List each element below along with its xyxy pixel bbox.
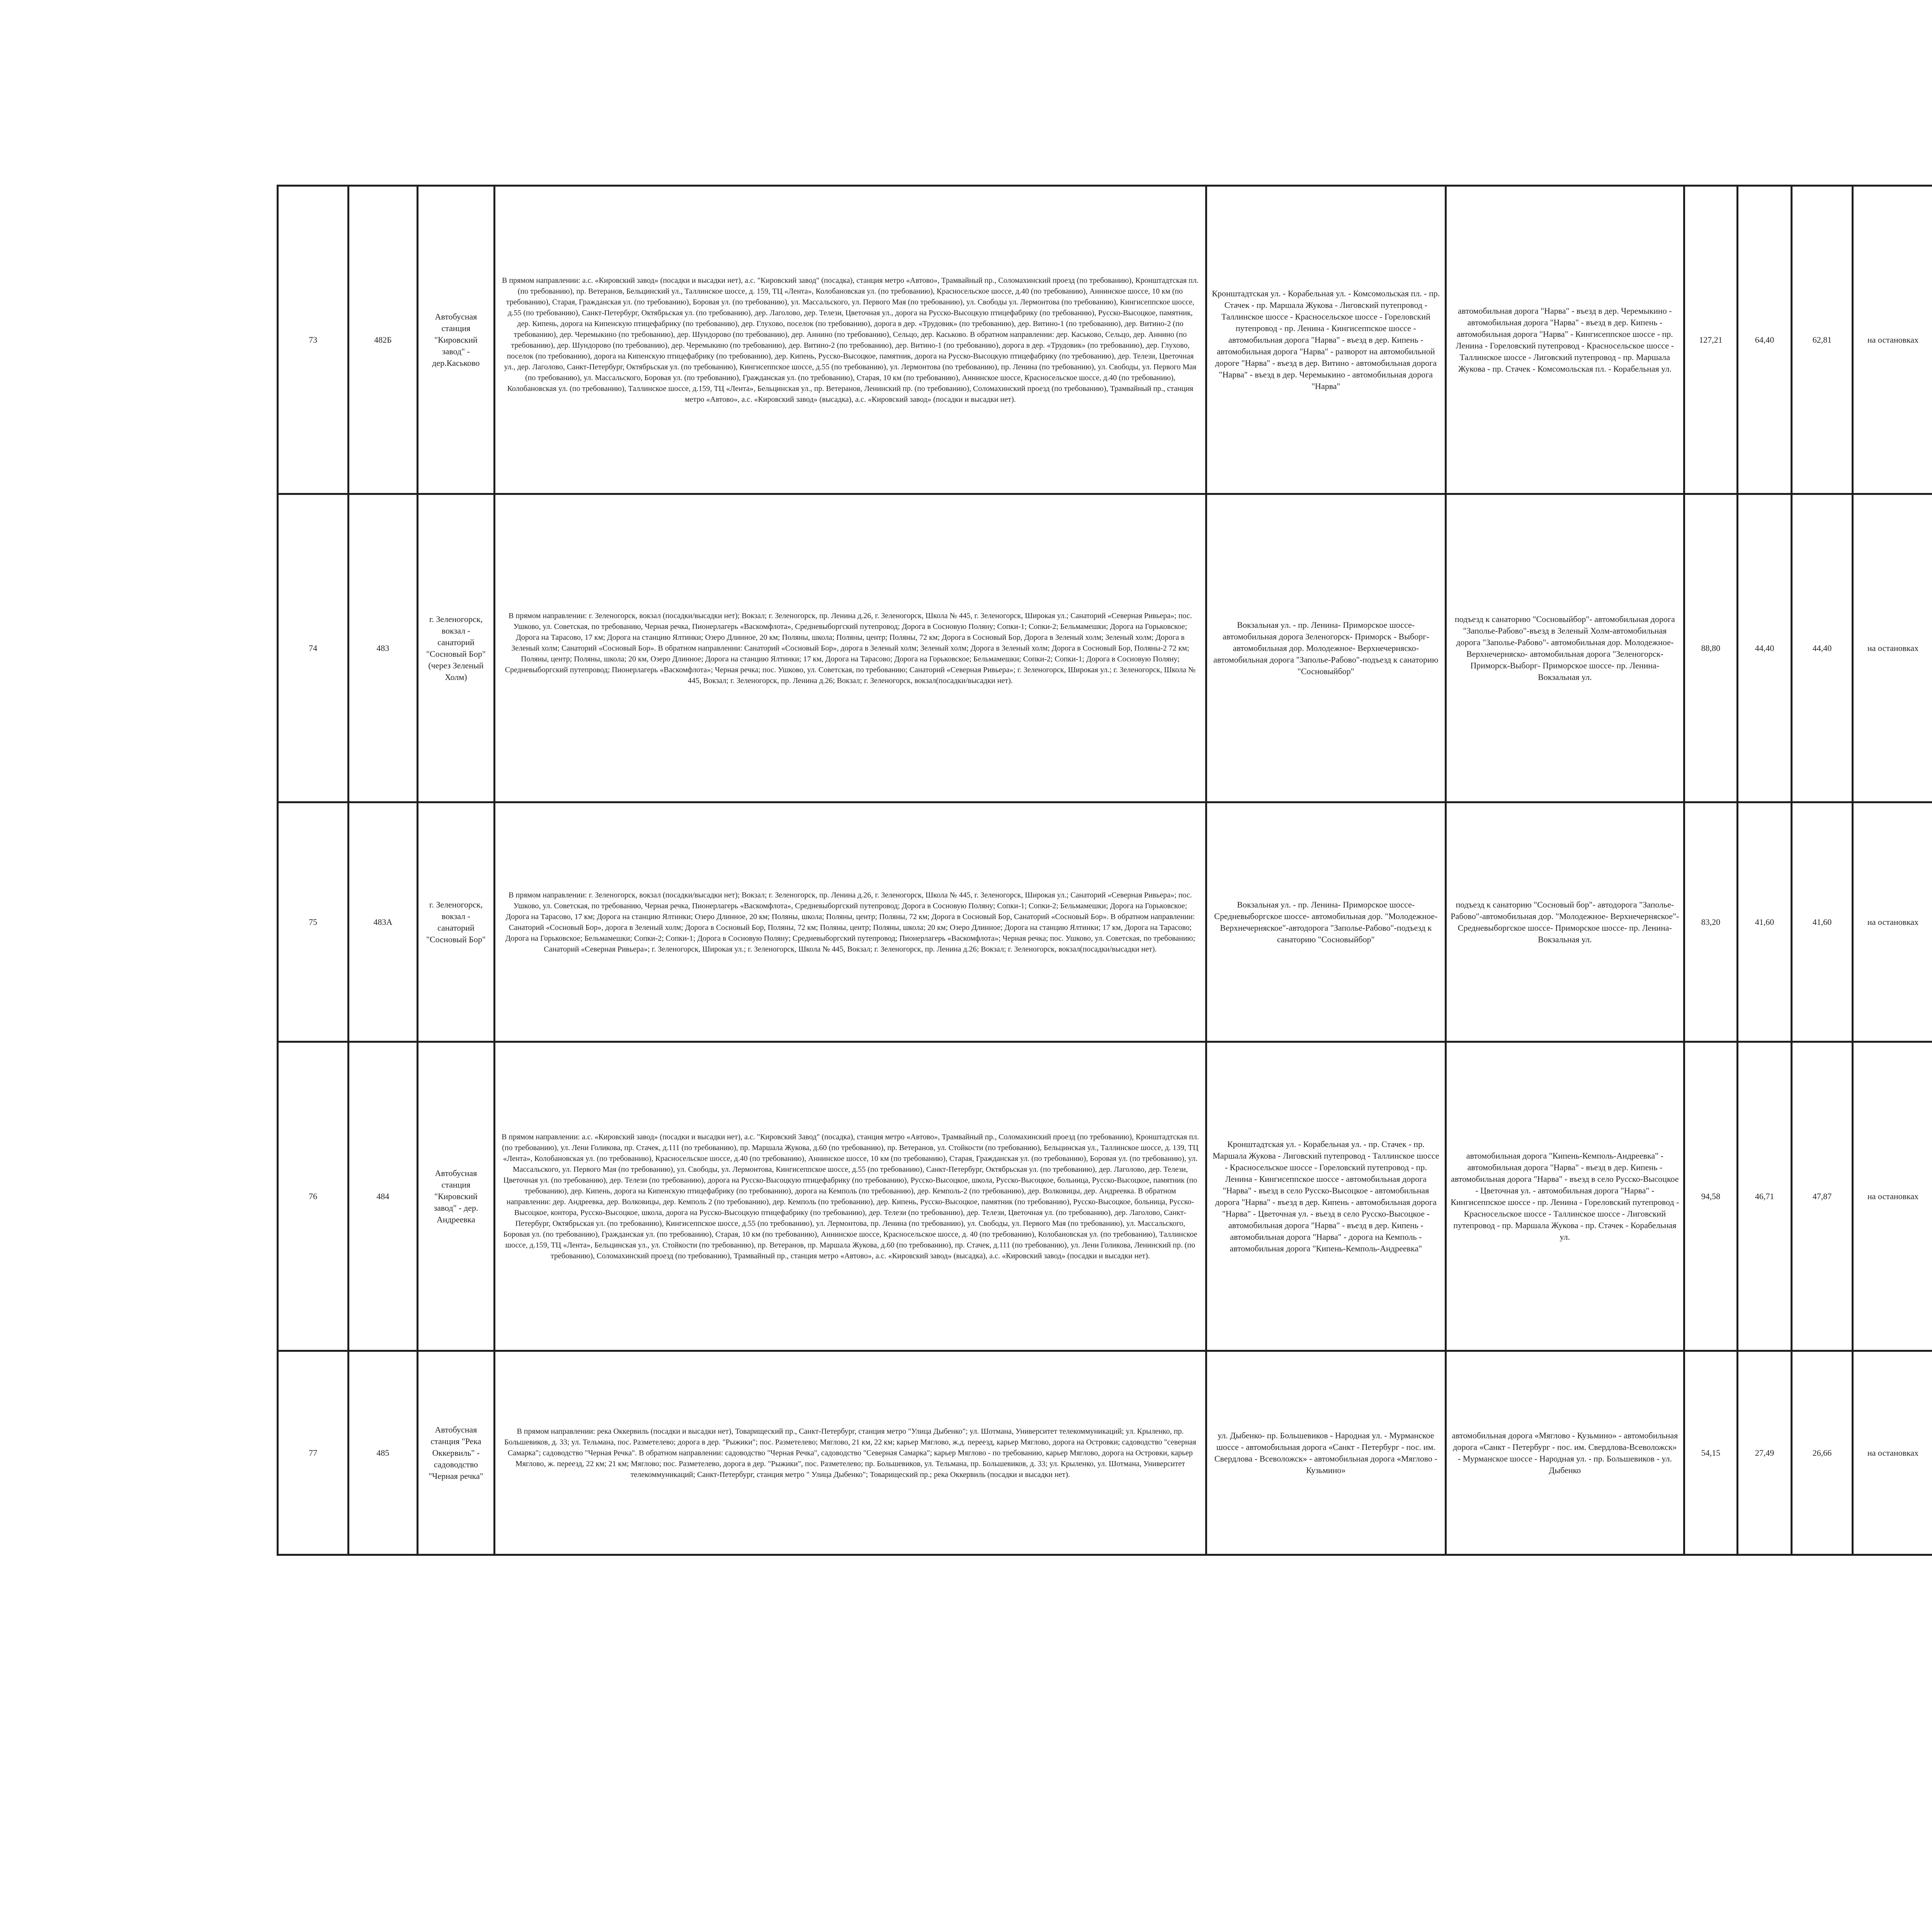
row-number: 73 xyxy=(278,186,349,494)
length-back: 41,60 xyxy=(1792,802,1853,1042)
length-total: 88,80 xyxy=(1684,494,1737,802)
stop-procedure: на остановках xyxy=(1852,186,1932,494)
length-back: 47,87 xyxy=(1792,1042,1853,1351)
stop-procedure: на остановках xyxy=(1852,494,1932,802)
streets-forward: Кронштадтская ул. - Корабельная ул. - Комсомольская пл. - пр. Стачек - пр. Маршала Жукова - Лиговский путепровод - Таллинское шоссе - Красносельское шоссе - Гореловский путепровод - пр. Ленина - Кингисеппское шоссе - автомобильная дорога "Нарва" - въезд в дер. Кипень - автомобильная дорога "Нарва" - разворот на автомобильной дороге "Нарва" - въезд в дер. Витино - автомобильная дорога "Нарва" - въезд в дер. Черемыкино - автомобильная дорога "Нарва" xyxy=(1206,186,1446,494)
length-forward: 44,40 xyxy=(1738,494,1792,802)
routes-table xyxy=(277,185,1932,1556)
stops-sequence: В прямом направлении: г. Зеленогорск, вокзал (посадки/высадки нет); Вокзал; г. Зеленогорск, пр. Ленина д.26, г. Зеленогорск, Школа № 445, г. Зеленогорск, Широкая ул.; Санаторий «Северная Ривьера»; пос. Ушково, ул. Советская, по требованию, Черная речка, Пионерлагерь «Васкомфлота», Средневыборгский путепровод; Дорога в Сосновую Поляну; Сопки-1; Сопки-2; Бельмамешки; Дорога на Горьковское; Дорога на Тарасово, 17 км; Дорога на станцию Ялтинки; Озеро Длинное, 20 км; Поляны, школа; Поляны, центр; Поляны, 72 км; Дорога в Сосновый Бор, Санаторий «Сосновый Бор». В обратном направлении: Санаторий «Сосновый Бор», дорога в Зеленый холм; Дорога в Сосновый Бор, Поляны, 72 км; Поляны, центр; Поляны, школа; 20 км; Озеро Длинное; Дорога на станцию Ялтинки; 17 км, Дорога на Тарасово; Дорога на Горьковское; Бельмамешки; Сопки-2; Сопки-1; Дорога в Сосновую Поляну; Средневыборгский путепровод; Пионерлагерь «Васкомфлота»; Черная речка; пос. Ушково, ул. Советская, по требованию; Санаторий «Северная Ривьера»; г. Зеленогорск, Широкая ул.; г. Зеленогорск, Школа № 445, Вокзал; г. Зеленогорск, пр. Ленина д.26; Вокзал; г. Зеленогорск, вокзал(посадки/высадки нет). xyxy=(495,802,1206,1042)
length-forward: 64,40 xyxy=(1738,186,1792,494)
length-back: 44,40 xyxy=(1792,494,1853,802)
route-number: 483А xyxy=(348,802,417,1042)
row-number: 77 xyxy=(278,1351,349,1555)
length-back: 62,81 xyxy=(1792,186,1853,494)
stops-sequence: В прямом направлении: г. Зеленогорск, вокзал (посадки/высадки нет); Вокзал; г. Зеленогорск, пр. Ленина д.26, г. Зеленогорск, Школа № 445, г. Зеленогорск, Широкая ул.; Санаторий «Северная Ривьера»; пос. Ушково, ул. Советская, по требованию, Черная речка, Пионерлагерь «Васкомфлота», Средневыборгский путепровод; Дорога в Сосновую Поляну; Сопки-1; Сопки-2; Бельмамешки; Дорога на Горьковское; Дорога на Тарасово, 17 км; Дорога на станцию Ялтинки; Озеро Длинное, 20 км; Поляны, школа; Поляны, центр; Поляны, 72 км; Дорога в Сосновый Бор, Дорога в Зеленый холм; Зеленый холм; Дорога в Зеленый холм; Санаторий «Сосновый Бор». В обратном направлении: Санаторий «Сосновый Бор», дорога в Зеленый холм; Зеленый холм; Дорога в Зеленый холм; Дорога в Сосновый Бор, Поляны-2 72 км; Поляны, центр; Поляны, школа; 20 км, Озеро Длинное; Дорога на станцию Ялтинки; 17 км, Дорога на Тарасово; Дорога на Горьковское; Бельмамешки; Сопки-2; Сопки-1; Дорога в Сосновую Поляну; Средневыборгский путепровод; Пионерлагерь «Васкомфлота»; Черная речка; пос. Ушково, ул. Советская, по требованию; Санаторий «Северная Ривьера»; г. Зеленогорск, Широкая ул.; г. Зеленогорск, Школа № 445, Вокзал; г. Зеленогорск, пр. Ленина д.26; Вокзал; г. Зеленогорск, вокзал(посадки/высадки нет). xyxy=(495,494,1206,802)
streets-back: подъезд к санаторию "Сосновый бор"- автодорога "Заполье-Рабово"-автомобильная дор. "Молодежное- Верхнечерняское"- Средневыборгское шоссе- Приморское шоссе- пр. Ленина- Вокзальная ул. xyxy=(1446,802,1684,1042)
streets-back: автомобильная дорога "Кипень-Кемполь-Андреевка" - автомобильная дорога "Нарва" - въезд в дер. Кипень - автомобильная дорога "Нарва" - въезд в село Русско-Высоцкое - Цветочная ул. - автомобильная дорога "Нарва" - Кингисеппское шоссе - пр. Ленина - Гореловский путепровод - Красносельское шоссе - Таллинское шоссе - Лиговский путепровод - пр. Маршала Жукова - пр. Стачек - Корабельная ул. xyxy=(1446,1042,1684,1351)
route-number: 482Б xyxy=(348,186,417,494)
route-number: 485 xyxy=(348,1351,417,1555)
row-number: 74 xyxy=(278,494,349,802)
length-forward: 46,71 xyxy=(1738,1042,1792,1351)
row-number: 76 xyxy=(278,1042,349,1351)
stop-procedure: на остановках xyxy=(1852,802,1932,1042)
stops-sequence: В прямом направлении: а.с. «Кировский завод» (посадки и высадки нет), а.с. "Кировский завод" (посадка), станция метро «Автово», Трамвайный пр., Соломахинский проезд (по требованию), Кронштадтская пл. (по требованию), пр. Ветеранов, Бельцинский ул., Таллинское шоссе, д. 159, ТЦ «Лента», Колобановская ул. (по требованию), Красносельское шоссе, д.40 (по требованию), Аннинское шоссе, 10 км (по требованию), Старая, Гражданская ул. (по требованию), Боровая ул. (по требованию), ул. Массальского, ул. Первого Мая (по требованию), ул. Свободы ул. Лермонтова (по требованию), Кингисеппское шоссе, д.55 (по требованию), Санкт-Петербург, Октябрьская ул. (по требованию), дер. Лаголово, дер. Телези, Цветочная ул., дорога на Русско-Высоцкую птицефабрику (по требованию), Русско-Высоцкое, памятник, дер. Кипень, дорога на Кипенскую птицефабрику (по требованию), дер. Глухово, поселок (по требованию), дорога в дер. «Трудовик» (по требованию), дер. Витино-1 (по требованию), дер. Витино-2 (по требованию), дер. Черемыкино (по требованию), дер. Шундорово (по требованию), дер. Аннино (по требованию), Сельцо, дер. Каськово. В обратном направлении: дер. Каськово, Сельцо, дер. Аннино (по требованию), дер. Шундорово (по требованию), дер. Черемыкино (по требованию), дер. Витино-2 (по требованию), дер. Витино-1 (по требованию), дорога в дер. «Трудовик» (по требованию), дер. Глухово, поселок (по требованию), дорога на Кипенскую птицефабрику (по требованию), дер. Кипень, Русско-Высоцкое, памятник, дорога на Русско-Высоцкую птицефабрику (по требованию), дер. Телези, Цветочная ул., дер. Лаголово, Санкт-Петербург, Октябрьская ул. (по требованию), Кингисеппское шоссе, д.55 (по требованию), ул. Лермонтова (по требованию), пр. Ленина (по требованию), ул. Свободы, ул. Первого Мая (по требованию), ул. Массальского, Боровая ул. (по требованию), Гражданская ул. (по требованию), Старая, 10 км (по требованию), Аннинское шоссе, Красносельское шоссе, д.40 (по требованию), Колобановская ул. (по требованию), Таллинское шоссе, д.159, ТЦ «Лента», Бельцинская ул., пр. Ветеранов, Ленинский пр. (по требованию), Соломахинский проезд (по требованию), Трамвайный пр., станция метро «Автово», а.с. «Кировский завод» (высадка), а.с. «Кировский завод» (посадки и высадки нет). xyxy=(495,186,1206,494)
stop-procedure: на остановках xyxy=(1852,1042,1932,1351)
stop-procedure: на остановках xyxy=(1852,1351,1932,1555)
length-forward: 41,60 xyxy=(1738,802,1792,1042)
stops-sequence: В прямом направлении: а.с. «Кировский завод» (посадки и высадки нет), а.с. "Кировский Завод" (посадка), станция метро «Автово», Трамвайный пр., Соломахинский проезд (по требованию), Кронштадтская пл. (по требованию), ул. Лени Голикова, пр. Стачек, д.111 (по требованию), пр. Маршала Жукова, д.60 (по требованию), пр. Ветеранов, ул. Стойкости (по требованию), Бельцинская ул., Таллинское шоссе, д. 139, ТЦ «Лента», Колобановская ул. (по требованию), Красносельское шоссе, д.40 (по требованию), Аннинское шоссе, 10 км (по требованию), Старая, Гражданская ул. (по требованию), Боровая ул. (по требованию), ул. Массальского, ул. Первого Мая (по требованию), ул. Свободы, ул. Лермонтова, Кингисеппское шоссе, д.55 (по требованию), Санкт-Петербург, Октябрьская ул. (по требованию), дер. Лаголово, дер. Телези, Цветочная ул. (по требованию), дер. Телези (по требованию), дорога на Русско-Высоцкую птицефабрику (по требованию), Русско-Высоцкое, школа, Русско-Высоцкое, больница, Русско-Высоцкое, памятник (по требованию), дер. Кипень, дорога на Кипенскую птицефабрику (по требованию), дорога на Кемполь (по требованию), дер. Кемполь-2 (по требованию), дер. Волковицы, дер. Андреевка. В обратном направлении: дер. Андреевка, дер. Волковицы, дер. Кемполь 2 (по требованию), дер. Кемполь (по требованию), дер. Кипень, Русско-Высоцкое, памятник (по требованию), Русско-Высоцкое, больница, Русско-Высоцкое, контора, Русско-Высоцкое, школа, дорога на Русско-Высоцкую птицефабрику (по требованию), дер. Телези (по требованию), дер. Телези, Цветочная ул. (по требованию), дер. Лаголово, Санкт-Петербург, Октябрьская ул. (по требованию), Кингисеппское шоссе, д.55 (по требованию), ул. Лермонтова, пр. Ленина (по требованию), ул. Свободы, ул. Первого Мая (по требованию), ул. Массальского, Боровая ул. (по требованию), Гражданская ул. (по требованию), Старая, 10 км (по требованию), Аннинское шоссе, Красносельское шоссе, д. 40 (по требованию), Колобановская ул. (по требованию), Таллинское шоссе, д.159, ТЦ «Лента», Бельцинская ул., ул. Стойкости (по требованию), пр. Ветеранов, пр. Маршала Жукова, д.60 (по требованию), пр. Стачек, д.111 (по требованию), ул. Лени Голикова, Ленинский пр. (по требованию), Соломахинский проезд (по требованию), Трамвайный пр., станция метро «Автово», а.с. «Кировский завод» (высадка), а.с. «Кировский завод» (посадки и высадки нет). xyxy=(495,1042,1206,1351)
route-name: г. Зеленогорск, вокзал - санаторий "Сосновый Бор" xyxy=(417,802,494,1042)
length-total: 83,20 xyxy=(1684,802,1737,1042)
route-name: Автобусная станция "Кировский завод" - дер.Каськово xyxy=(417,186,494,494)
routes-sheet xyxy=(277,185,1932,1556)
length-total: 54,15 xyxy=(1684,1351,1737,1555)
length-back: 26,66 xyxy=(1792,1351,1853,1555)
length-total: 94,58 xyxy=(1684,1042,1737,1351)
table-row xyxy=(278,186,1932,494)
table-row xyxy=(278,802,1932,1042)
length-forward: 27,49 xyxy=(1738,1351,1792,1555)
streets-forward: Вокзальная ул. - пр. Ленина- Приморское шоссе- автомобильная дорога Зеленогорск- Приморск - Выборг- автомобильная дор. Молодежное- Верхнечерняско- автомобильная дорога "Заполье-Рабово"-подъезд к санаторию "Сосновыйбор" xyxy=(1206,494,1446,802)
streets-back: автомобильная дорога «Мяглово - Кузьмино» - автомобильная дорога «Санкт - Петербург - пос. им. Свердлова-Всеволожск» - Мурманское шоссе - Народная ул. - пр. Большевиков - ул. Дыбенко xyxy=(1446,1351,1684,1555)
route-name: Автобусная станция "Река Оккервиль" - садоводство "Черная речка" xyxy=(417,1351,494,1555)
streets-forward: Кронштадтская ул. - Корабельная ул. - пр. Стачек - пр. Маршала Жукова - Лиговский путепровод - Таллинское шоссе - Красносельское шоссе - Гореловский путепровод - пр. Ленина - Кингисеппское шоссе - автомобильная дорога "Нарва" - въезд в село Русско-Высоцкое - автомобильная дорога "Нарва" - въезд в дер. Кипень - автомобильная дорога "Нарва" - Цветочная ул. - въезд в село Русско-Высоцкое - автомобильная дорога "Нарва" - въезд в дер. Кипень - автомобильная дорога "Нарва" - дорога на Кемполь - автомобильная дорога "Кипень-Кемполь-Андреевка" xyxy=(1206,1042,1446,1351)
streets-back: подъезд к санаторию "Сосновыйбор"- автомобильная дорога "Заполье-Рабово"-въезд в Зеленый Холм-автомобильная дорога "Заполье-Рабово"- автомобильная дор. Молодежное- Верхнечерняско- автомобильная дорога "Зеленогорск-Приморск-Выборг- Приморское шоссе- пр. Ленина- Вокзальная ул. xyxy=(1446,494,1684,802)
route-number: 483 xyxy=(348,494,417,802)
route-name: Автобусная станция "Кировский завод" - дер. Андреевка xyxy=(417,1042,494,1351)
route-name: г. Зеленогорск, вокзал - санаторий "Сосновый Бор" (через Зеленый Холм) xyxy=(417,494,494,802)
table-row xyxy=(278,1042,1932,1351)
stops-sequence: В прямом направлении: река Оккервиль (посадки и высадки нет), Товарищеский пр., Санкт-Петербург, станция метро "Улица Дыбенко"; ул. Шотмана, Университет телекоммуникаций; ул. Крыленко, пр. Большевиков, д. 33; ул. Тельмана, пос. Разметелево; дорога в дер. "Рыжики"; пос. Разметелево; Мяглово, 21 км, 22 км; карьер Мяглово, ж.д. переезд, карьер Мяглово, дорога на Островки; садоводство "северная Самарка"; садоводство "Черная Речка". В обратном направлении: садоводство "Черная Речка", садоводство "Северная Самарка"; карьер Мяглово - по требованию, карьер Мяглово, дорога на Островки, карьер Мяглово, ж. переезд, 22 км; 21 км; Мяглово; пос. Разметелево, дорога в дер. "Рыжики", пос. Разметелево; пр. Большевиков, ул. Тельмана, пр. Большевиков, д. 33; ул. Крыленко, ул. Шотмана, Университет телекоммуникаций; Санкт-Петербург, станция метро " Улица Дыбенко"; Товарищеский пр.; река Оккервиль (посадки и высадки нет). xyxy=(495,1351,1206,1555)
streets-forward: Вокзальная ул. - пр. Ленина- Приморское шоссе- Средневыборгское шоссе- автомобильная дор. "Молодежное- Верхнечерняское"-автодорога "Заполье-Рабово"-подъезд к санаторию "Сосновыйбор" xyxy=(1206,802,1446,1042)
table-row xyxy=(278,494,1932,802)
streets-back: автомобильная дорога "Нарва" - въезд в дер. Черемыкино - автомобильная дорога "Нарва" - въезд в дер. Кипень - автомобильная дорога "Нарва" - Кингисеппское шоссе - пр. Ленина - Гореловский путепровод - Красносельское шоссе - Таллинское шоссе - Лиговский путепровод - пр. Маршала Жукова - пр. Стачек - Комсомольская пл. - Корабельная ул. xyxy=(1446,186,1684,494)
length-total: 127,21 xyxy=(1684,186,1737,494)
route-number: 484 xyxy=(348,1042,417,1351)
row-number: 75 xyxy=(278,802,349,1042)
table-row xyxy=(278,1351,1932,1555)
streets-forward: ул. Дыбенко- пр. Большевиков - Народная ул. - Мурманское шоссе - автомобильная дорога «Санкт - Петербург - пос. им. Свердлова - Всеволожск» - автомобильная дорога «Мяглово - Кузьмино» xyxy=(1206,1351,1446,1555)
